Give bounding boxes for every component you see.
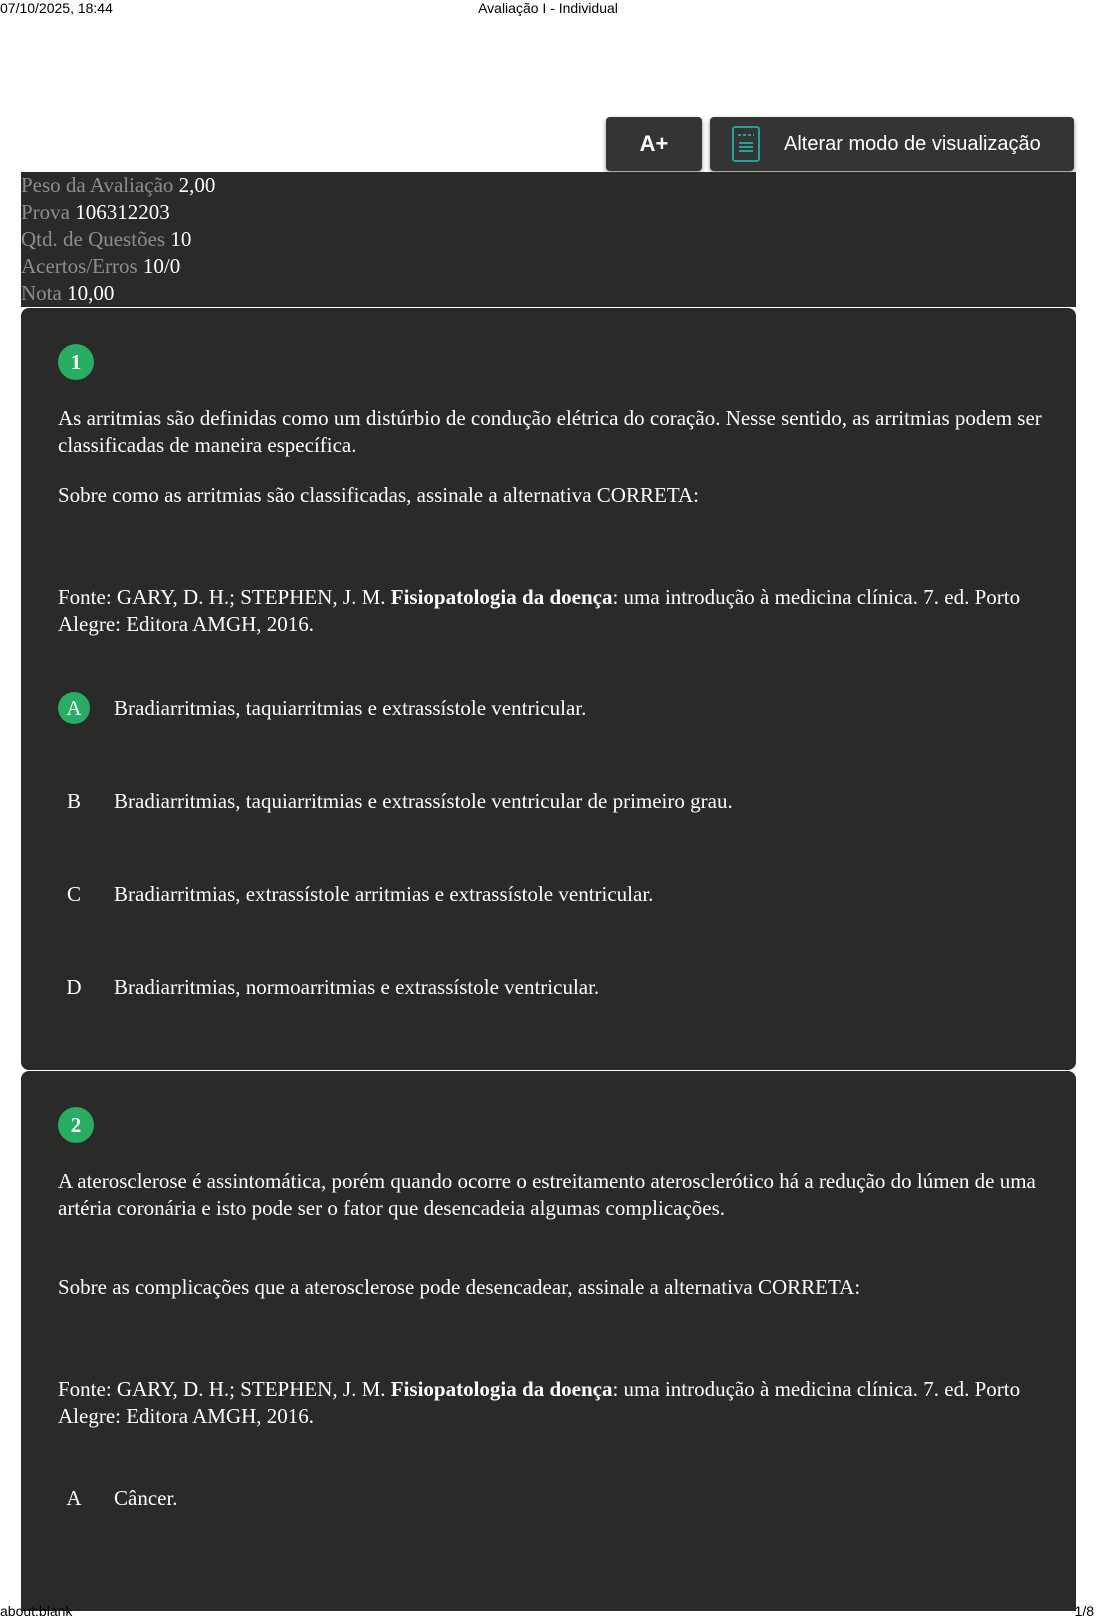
option-b[interactable]	[58, 785, 1048, 817]
view-mode-label: Alterar modo de visualização	[784, 132, 1041, 155]
summary-questions: Qtd. de Questões 10	[21, 227, 192, 251]
option-text: Bradiarritmias, taquiarritmias e extrassístole ventricular.	[114, 696, 587, 720]
print-title: Avaliação I - Individual	[478, 0, 618, 16]
question-statement: As arritmias são definidas como um distúrbio de condução elétrica do coração. Nesse sentido, as arritmias podem ser classificadas de maneira específica.	[58, 406, 1042, 457]
option-a[interactable]	[58, 1482, 1048, 1514]
print-url: about:blank	[0, 1603, 73, 1619]
summary-hits: Acertos/Erros 10/0	[21, 254, 181, 278]
option-letter-correct: A	[58, 692, 90, 724]
option-letter: C	[66, 881, 81, 906]
question-card-2	[21, 1071, 1076, 1611]
option-text: Bradiarritmias, taquiarritmias e extrassístole ventricular de primeiro grau.	[114, 789, 733, 813]
increase-font-label: A+	[639, 131, 669, 156]
option-text: Câncer.	[114, 1486, 178, 1510]
print-datetime: 07/10/2025, 18:44	[0, 0, 113, 16]
option-text: Bradiarritmias, normoarritmias e extrassístole ventricular.	[114, 975, 600, 999]
summary-weight: Peso da Avaliação 2,00	[21, 173, 216, 197]
option-c[interactable]	[58, 878, 1048, 910]
option-d[interactable]	[58, 971, 1048, 1003]
question-source: Fonte: GARY, D. H.; STEPHEN, J. M. Fisiopatologia da doença: uma introdução à medicina clínica. 7. ed. Porto Alegre: Editora AMGH, 2016.	[58, 585, 1021, 636]
question-number-badge: 1	[58, 344, 94, 380]
option-a[interactable]	[58, 692, 1048, 724]
question-number-badge: 2	[58, 1107, 94, 1143]
option-letter: D	[66, 974, 82, 999]
question-prompt: Sobre as complicações que a aterosclerose pode desencadear, assinale a alternativa CORRETA:	[58, 1275, 861, 1299]
question-prompt: Sobre como as arritmias são classificadas, assinale a alternativa CORRETA:	[58, 483, 699, 507]
question-card-1	[21, 308, 1076, 1070]
summary-exam: Prova 106312203	[21, 200, 170, 224]
option-letter: B	[66, 788, 81, 813]
summary-grade: Nota 10,00	[21, 281, 115, 305]
option-text: Bradiarritmias, extrassístole arritmias e extrassístole ventricular.	[114, 882, 654, 906]
print-footer	[0, 1603, 1096, 1621]
view-mode-button[interactable]	[710, 117, 1074, 171]
question-source: Fonte: GARY, D. H.; STEPHEN, J. M. Fisiopatologia da doença: uma introdução à medicina clínica. 7. ed. Porto Alegre: Editora AMGH, 2016.	[58, 1377, 1021, 1428]
exam-summary	[21, 172, 1076, 307]
document-icon	[732, 126, 760, 162]
increase-font-button[interactable]	[606, 117, 702, 171]
print-header	[0, 0, 1096, 18]
question-statement: A aterosclerose é assintomática, porém quando ocorre o estreitamento aterosclerótico há a redução do lúmen de uma artéria coronária e isto pode ser o fator que desencadeia algumas complicações.	[58, 1169, 1036, 1220]
print-page-number: 1/8	[1074, 1603, 1094, 1619]
option-letter: A	[66, 1485, 82, 1510]
